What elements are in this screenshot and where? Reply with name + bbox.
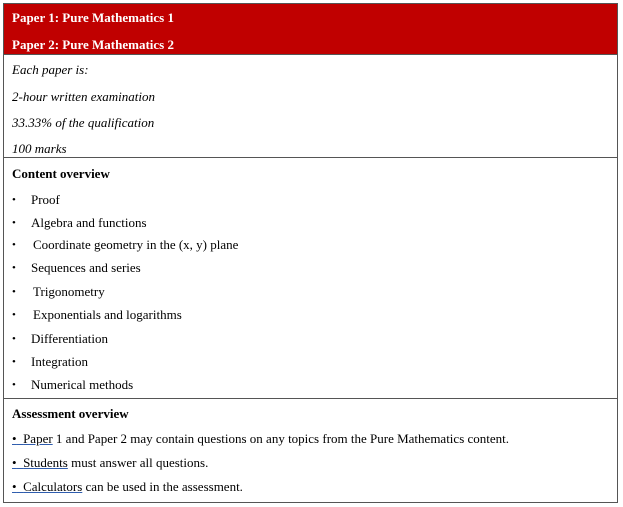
bullet-icon: •: [12, 333, 16, 345]
content-item-sequences: Sequences and series: [31, 260, 141, 275]
bullet-icon: •: [12, 309, 16, 321]
content-item-proof: Proof: [31, 192, 60, 207]
assessment-item-first-word: Students: [23, 455, 68, 470]
assessment-item-text: can be used in the assessment.: [82, 479, 243, 494]
assessment-item-first-word: Paper: [23, 431, 53, 446]
bullet-icon: •: [12, 262, 16, 274]
bullet-icon: •: [12, 239, 16, 251]
bullet-icon: •: [12, 431, 17, 446]
bullet-icon: •: [12, 379, 16, 391]
bullet-icon: •: [12, 356, 16, 368]
content-item-trigonometry: Trigonometry: [33, 284, 105, 299]
info-weight: 33.33% of the qualification: [12, 115, 155, 130]
content-item-exponentials: Exponentials and logarithms: [33, 307, 182, 322]
info-intro: Each paper is:: [12, 62, 89, 77]
content-item-numerical-methods: Numerical methods: [31, 377, 134, 392]
assessment-item-text: 1 and Paper 2 may contain questions on any topics from the Pure Mathematics content.: [52, 431, 510, 446]
bullet-icon: •: [12, 194, 16, 206]
content-item-integration: Integration: [31, 354, 89, 369]
content-overview-section: [4, 158, 617, 399]
paper1-title: Paper 1: Pure Mathematics 1: [12, 10, 174, 25]
specification-table: [3, 3, 618, 503]
content-item-algebra: Algebra and functions: [31, 215, 147, 230]
content-item-differentiation: Differentiation: [31, 331, 109, 346]
list-item: [12, 431, 509, 447]
papers-header: [4, 4, 617, 55]
assessment-item-first-word: Calculators: [23, 479, 83, 494]
assessment-overview-section: [4, 399, 617, 503]
list-item: [12, 455, 208, 471]
info-marks: 100 marks: [12, 141, 67, 156]
info-duration: 2-hour written examination: [12, 89, 155, 104]
list-item: [12, 479, 243, 495]
assessment-overview-title: Assessment overview: [12, 406, 129, 421]
paper2-title: Paper 2: Pure Mathematics 2: [12, 37, 174, 52]
bullet-icon: •: [12, 455, 17, 470]
content-overview-title: Content overview: [12, 166, 110, 181]
bullet-icon: •: [12, 286, 16, 298]
paper-info-section: [4, 55, 617, 158]
assessment-item-text: must answer all questions.: [67, 455, 209, 470]
content-item-coordinate-geometry: Coordinate geometry in the (x, y) plane: [33, 237, 239, 252]
bullet-icon: •: [12, 479, 17, 494]
bullet-icon: •: [12, 217, 16, 229]
